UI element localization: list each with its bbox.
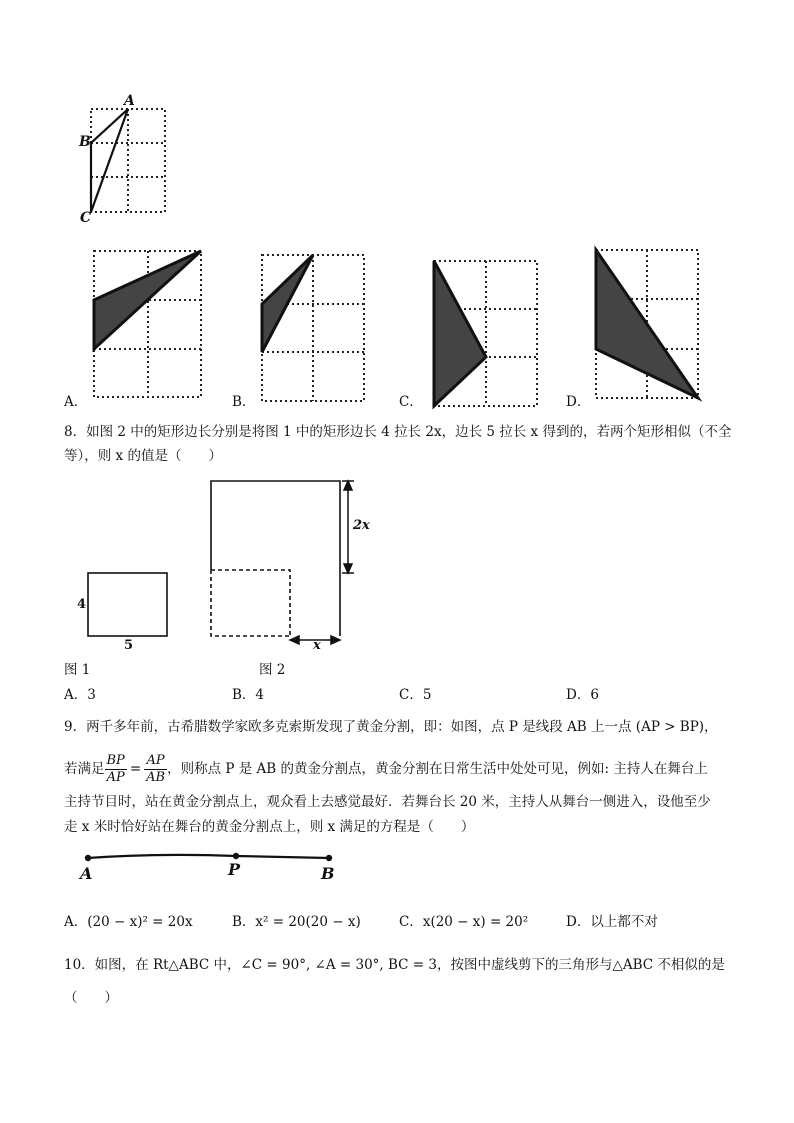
reference-grid — [91, 109, 165, 212]
figure2-shape — [211, 481, 340, 636]
fraction-ap-denominator: AP — [106, 769, 125, 785]
q10-text-line2: （ ） — [64, 990, 118, 1006]
figure1-rectangle — [88, 573, 167, 636]
option-a-grid — [94, 251, 201, 397]
fraction-bp-numerator: BP — [106, 752, 125, 768]
fraction-ap-ab — [144, 753, 167, 786]
q8-option-a[interactable]: A．3 — [64, 687, 96, 703]
point-p-label: P — [228, 860, 241, 879]
q8-option-c[interactable]: C．5 — [399, 687, 432, 703]
q9-option-a[interactable]: A．(20 − x)² = 20x — [64, 914, 193, 930]
figure1-side-label: 4 — [77, 597, 87, 612]
q9-option-b[interactable]: B．x² = 20(20 − x) — [232, 914, 361, 930]
q8-option-d[interactable]: D．6 — [566, 687, 599, 703]
q9-condition-prefix: 若满足 — [64, 761, 105, 777]
option-d-grid — [596, 250, 698, 398]
vertex-a-label: A — [124, 93, 135, 109]
q9-text-line1: 9．两千多年前，古希腊数学家欧多克索斯发现了黄金分割，即：如图，点 P 是线段 AB 上一点 (AP > BP)， — [64, 719, 718, 735]
option-b-triangle — [262, 255, 313, 352]
figure2-x-label: x — [313, 638, 321, 653]
q8-text-line1: 8．如图 2 中的矩形边长分别是将图 1 中的矩形边长 4 拉长 2x，边长 5 拉长 x 得到的，若两个矩形相似（不全 — [64, 424, 732, 440]
reference-triangle — [91, 109, 128, 212]
q8-option-b[interactable]: B．4 — [232, 687, 265, 703]
q9-text-line3: 主持节目时，站在黄金分割点上，观众看上去感觉最好．若舞台长 20 米，主持人从舞台一侧进入，设他至少 — [64, 794, 711, 810]
vertex-b-label: B — [79, 134, 91, 150]
q9-text-line2 — [64, 749, 708, 789]
figure2-height-label: 2x — [353, 518, 370, 533]
q9-option-c[interactable]: C．x(20 − x) = 20² — [399, 914, 529, 930]
q7-option-c[interactable]: C． — [399, 394, 423, 410]
option-a-triangle — [94, 251, 201, 349]
q10-text-line1: 10．如图，在 Rt△ABC 中，∠C = 90°, ∠A = 30°, BC = 3，按图中虚线剪下的三角形与△ABC 不相似的是 — [64, 957, 725, 973]
figure1-caption: 图 1 — [64, 662, 91, 678]
option-c-triangle — [434, 261, 486, 406]
fraction-bp-ap — [105, 753, 127, 786]
q9-condition-suffix: ，则称点 P 是 AB 的黄金分割点，黄金分割在日常生活中处处可见，例如: 主持人在舞台上 — [167, 761, 708, 777]
q9-text-line4: 走 x 米时恰好站在舞台的黄金分割点上，则 x 满足的方程是（ ） — [64, 819, 475, 835]
option-b-grid — [262, 255, 364, 401]
segment-ab — [85, 853, 332, 861]
option-c-grid — [434, 261, 537, 406]
option-d-triangle — [596, 250, 698, 398]
vertex-c-label: C — [80, 210, 92, 226]
q7-option-d[interactable]: D． — [566, 394, 591, 410]
q7-option-a[interactable]: A． — [64, 394, 88, 410]
figure2-caption: 图 2 — [259, 662, 286, 678]
point-a-label: A — [80, 864, 93, 883]
point-b-label: B — [321, 864, 335, 883]
q8-text-line2: 等），则 x 的值是（ ） — [64, 448, 222, 464]
fraction-ab-denominator: AB — [146, 769, 166, 785]
fraction-ap-numerator: AP — [144, 753, 167, 770]
q7-option-b[interactable]: B． — [232, 394, 256, 410]
fraction-equals: = — [129, 761, 142, 777]
q9-option-d[interactable]: D．以上都不对 — [566, 914, 658, 930]
figure1-bottom-label: 5 — [124, 638, 134, 653]
